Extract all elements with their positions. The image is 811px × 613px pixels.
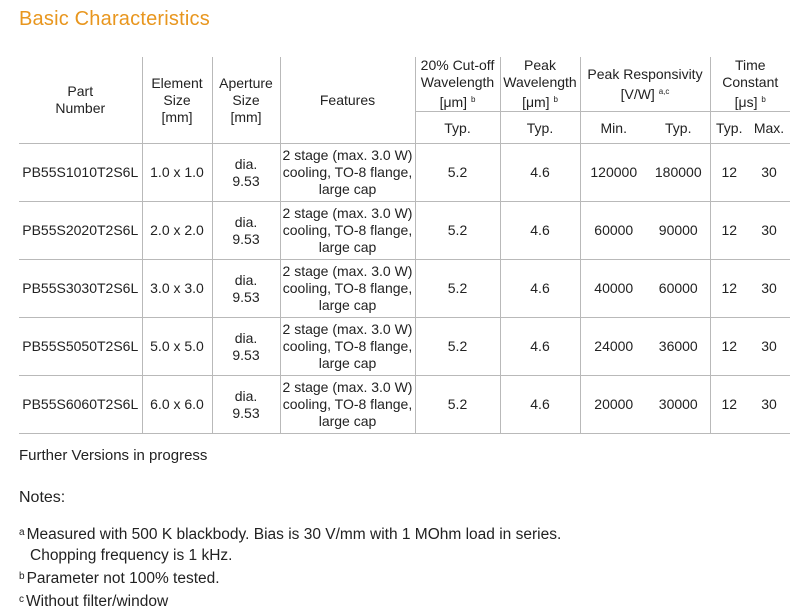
- tc-max-cell: 30: [761, 222, 777, 238]
- cutoff-typ-cell: 5.2: [415, 318, 500, 376]
- header-row: [19, 57, 790, 112]
- note-mark: c: [19, 594, 24, 605]
- peak-typ-cell: 4.6: [500, 318, 580, 376]
- cutoff-typ-cell: 5.2: [415, 376, 500, 434]
- note-text: Measured with 500 K blackbody. Bias is 30 V/mm with 1 MOhm load in series.: [26, 526, 562, 543]
- further-versions-text: Further Versions in progress: [19, 447, 208, 464]
- tc-max-cell: 30: [761, 280, 777, 296]
- header-aperture-size: Aperture Size [mm]: [212, 57, 280, 144]
- element-size-cell: 1.0 x 1.0: [142, 144, 212, 202]
- aperture-size-cell: dia. 9.53: [212, 202, 280, 260]
- subheader-peak-typ: Typ.: [500, 112, 580, 144]
- part-number-cell: PB55S3030T2S6L: [19, 260, 142, 318]
- features-cell: 2 stage (max. 3.0 W) cooling, TO-8 flange, large cap: [280, 260, 415, 318]
- header-element-size: Element Size [mm]: [142, 57, 212, 144]
- tc-max-cell: 30: [761, 164, 777, 180]
- resp-typ-cell: 30000: [647, 376, 710, 434]
- aperture-size-cell: dia. 9.53: [212, 144, 280, 202]
- note-mark: a: [19, 527, 25, 538]
- resp-typ-cell: 90000: [647, 202, 710, 260]
- tc-max-cell: 30: [761, 338, 777, 354]
- cutoff-typ-cell: 5.2: [415, 260, 500, 318]
- resp-typ-cell: 36000: [647, 318, 710, 376]
- resp-min-cell: 120000: [590, 164, 638, 180]
- element-size-cell: 5.0 x 5.0: [142, 318, 212, 376]
- note-text-continued: Chopping frequency is 1 kHz.: [30, 547, 233, 564]
- table-row: [19, 202, 790, 260]
- tc-typ-cell: 12: [721, 280, 738, 296]
- footnote-ref: b: [470, 95, 476, 104]
- note-item: [19, 566, 561, 589]
- characteristics-table: [19, 57, 790, 434]
- part-number-cell: PB55S1010T2S6L: [19, 144, 142, 202]
- part-number-cell: PB55S2020T2S6L: [19, 202, 142, 260]
- resp-min-cell: 40000: [594, 280, 634, 296]
- peak-typ-cell: 4.6: [500, 144, 580, 202]
- tc-typ-cell: 12: [721, 164, 738, 180]
- footnote-ref: b: [761, 95, 766, 104]
- note-item: [19, 589, 561, 612]
- section-title: Basic Characteristics: [19, 8, 210, 30]
- peak-typ-cell: 4.6: [500, 260, 580, 318]
- resp-typ-cell: 60000: [647, 260, 710, 318]
- subheader-tc-max: Max.: [753, 119, 785, 136]
- resp-typ-cell: 180000: [647, 144, 710, 202]
- peak-typ-cell: 4.6: [500, 202, 580, 260]
- footnote-ref: a,c: [658, 86, 670, 96]
- note-text: Parameter not 100% tested.: [26, 570, 220, 587]
- resp-min-cell: 24000: [594, 338, 634, 354]
- header-cutoff-wavelength: 20% Cut-off Wavelength [μm] $^b$: [415, 57, 500, 112]
- features-cell: 2 stage (max. 3.0 W) cooling, TO-8 flange, large cap: [280, 376, 415, 434]
- resp-min-cell: 60000: [594, 222, 634, 238]
- peak-typ-cell: 4.6: [500, 376, 580, 434]
- subheader-resp-min: Min.: [600, 119, 627, 136]
- element-size-cell: 2.0 x 2.0: [142, 202, 212, 260]
- header-time-constant: Time Constant [μs] $^b$: [710, 57, 790, 112]
- element-size-cell: 3.0 x 3.0: [142, 260, 212, 318]
- table-row: [19, 260, 790, 318]
- header-peak-responsivity: Peak Responsivity [V/W] $^{a,c}$: [580, 57, 710, 112]
- tc-typ-cell: 12: [721, 338, 738, 354]
- features-cell: 2 stage (max. 3.0 W) cooling, TO-8 flange, large cap: [280, 144, 415, 202]
- subheader-resp-typ: Typ.: [647, 112, 710, 144]
- aperture-size-cell: dia. 9.53: [212, 318, 280, 376]
- table-row: [19, 318, 790, 376]
- cutoff-typ-cell: 5.2: [415, 144, 500, 202]
- part-number-cell: PB55S6060T2S6L: [19, 376, 142, 434]
- features-cell: 2 stage (max. 3.0 W) cooling, TO-8 flange, large cap: [280, 202, 415, 260]
- part-number-cell: PB55S5050T2S6L: [19, 318, 142, 376]
- tc-typ-cell: 12: [721, 396, 738, 412]
- notes-list: [19, 522, 561, 612]
- subheader-tc-typ: Typ.: [716, 119, 743, 136]
- notes-heading: Notes:: [19, 489, 66, 506]
- tc-max-cell: 30: [761, 396, 777, 412]
- header-features: Features: [280, 57, 415, 144]
- note-item: [19, 522, 561, 545]
- table-row: [19, 144, 790, 202]
- resp-min-cell: 20000: [594, 396, 634, 412]
- cutoff-typ-cell: 5.2: [415, 202, 500, 260]
- subheader-cutoff-typ: Typ.: [415, 112, 500, 144]
- note-mark: b: [19, 571, 25, 582]
- features-cell: 2 stage (max. 3.0 W) cooling, TO-8 flange, large cap: [280, 318, 415, 376]
- element-size-cell: 6.0 x 6.0: [142, 376, 212, 434]
- note-text: Without filter/window: [26, 593, 169, 610]
- tc-typ-cell: 12: [721, 222, 738, 238]
- footnote-ref: b: [553, 95, 558, 104]
- aperture-size-cell: dia. 9.53: [212, 376, 280, 434]
- header-peak-wavelength: Peak Wavelength [μm] $^b$: [500, 57, 580, 112]
- header-part-number: Part Number: [19, 57, 142, 144]
- aperture-size-cell: dia. 9.53: [212, 260, 280, 318]
- table-row: [19, 376, 790, 434]
